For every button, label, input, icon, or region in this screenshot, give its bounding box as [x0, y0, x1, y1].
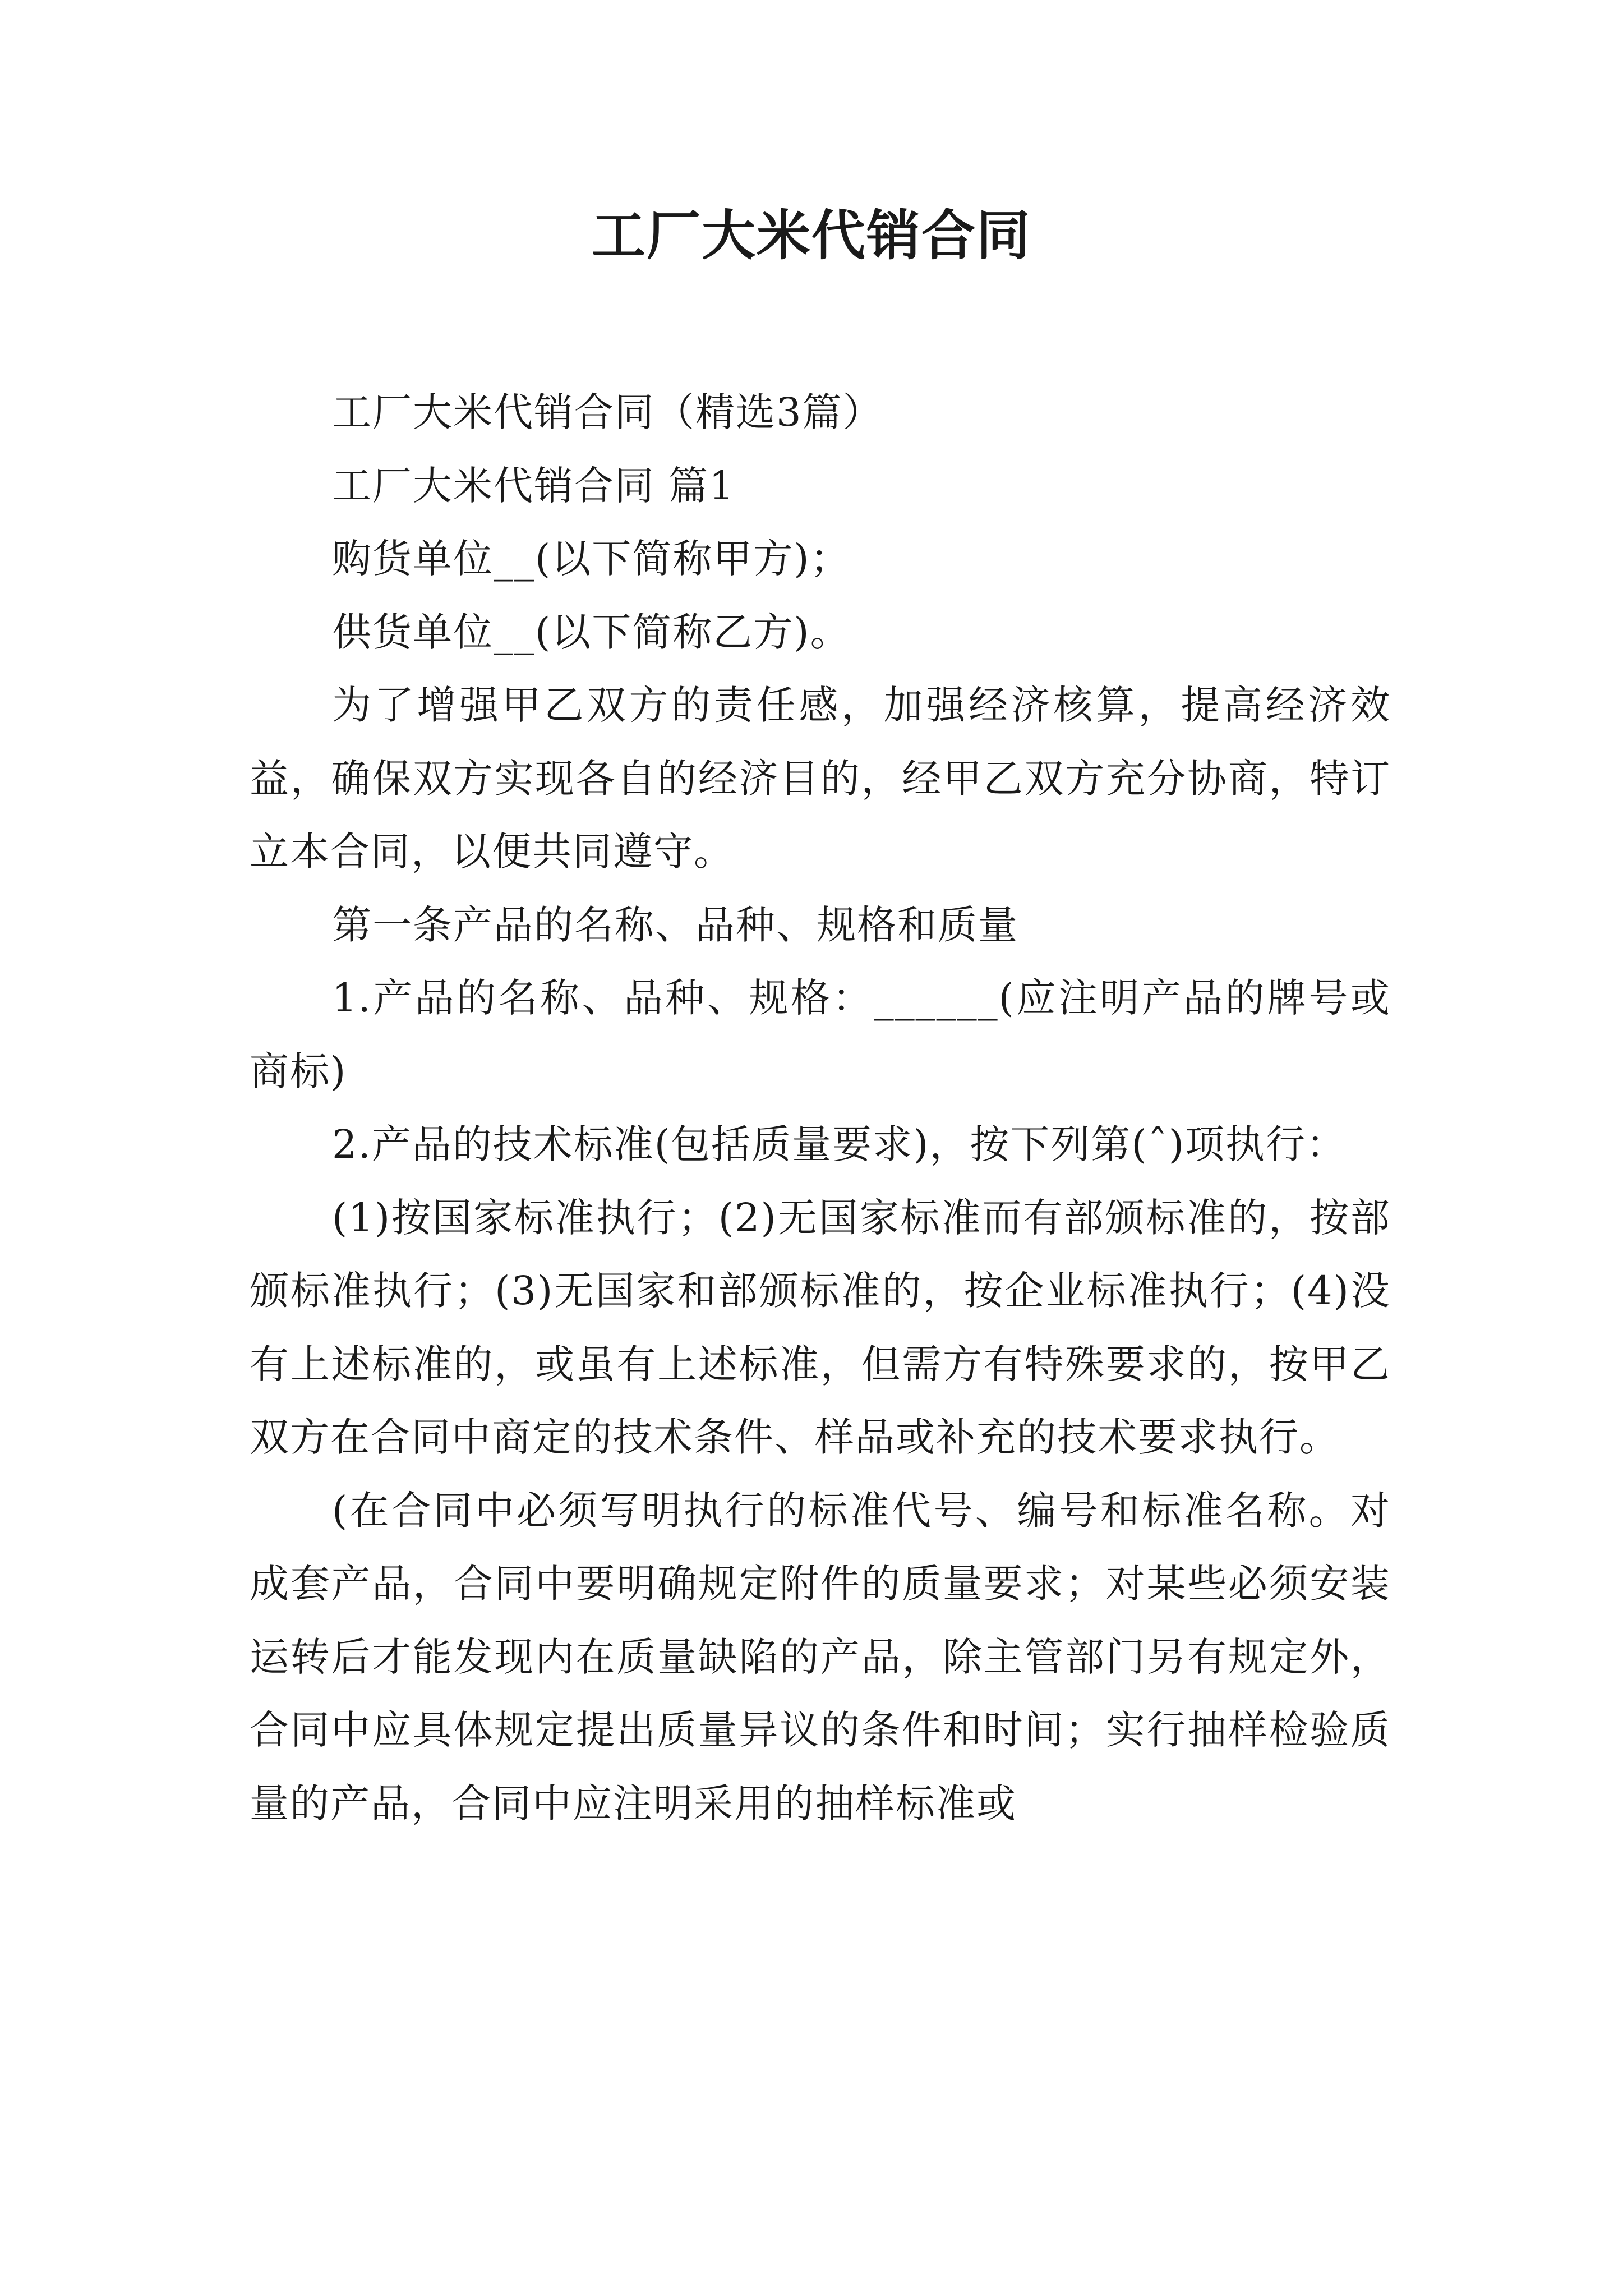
document-body [250, 376, 1391, 1840]
paragraph-standard-notes: (在合同中必须写明执行的标准代号、编号和标准名称。对成套产品，合同中要明确规定附件的质量要求；对某些必须安装运转后才能发现内在质量缺陷的产品，除主管部门另有规定外，合同中应具体规定提出质量异议的条件和时间；实行抽样检验质量的产品，合同中应注明采用的抽样标准或 [250, 1487, 1391, 1826]
paragraph-product-spec: 1.产品的名称、品种、规格：______(应注明产品的牌号或商标) [250, 975, 1391, 1094]
paragraph-section-heading: 工厂大米代销合同 篇1 [332, 462, 735, 509]
paragraph-technical-standard: 2.产品的技术标准(包括质量要求)，按下列第(ˆ)项执行： [332, 1121, 1347, 1167]
paragraph-subtitle: 工厂大米代销合同（精选3篇） [332, 389, 883, 435]
paragraph-article-one: 第一条产品的名称、品种、规格和质量 [332, 901, 1018, 948]
paragraph-purpose: 为了增强甲乙双方的责任感，加强经济核算，提高经济效益，确保双方实现各自的经济目的，经甲乙双方充分协商，特订立本合同，以便共同遵守。 [250, 682, 1391, 875]
paragraph-standard-options: (1)按国家标准执行；(2)无国家标准而有部颁标准的，按部颁标准执行；(3)无国家和部颁标准的，按企业标准执行；(4)没有上述标准的，或虽有上述标准，但需方有特殊要求的，按甲乙双方在合同中商定的技术条件、样品或补充的技术要求执行。 [250, 1194, 1391, 1460]
paragraph-supplier: 供货单位__(以下简称乙方)。 [332, 609, 851, 655]
document-title: 工厂大米代销合同 [592, 204, 1031, 267]
paragraph-buyer: 购货单位__(以下简称甲方)； [332, 536, 851, 582]
